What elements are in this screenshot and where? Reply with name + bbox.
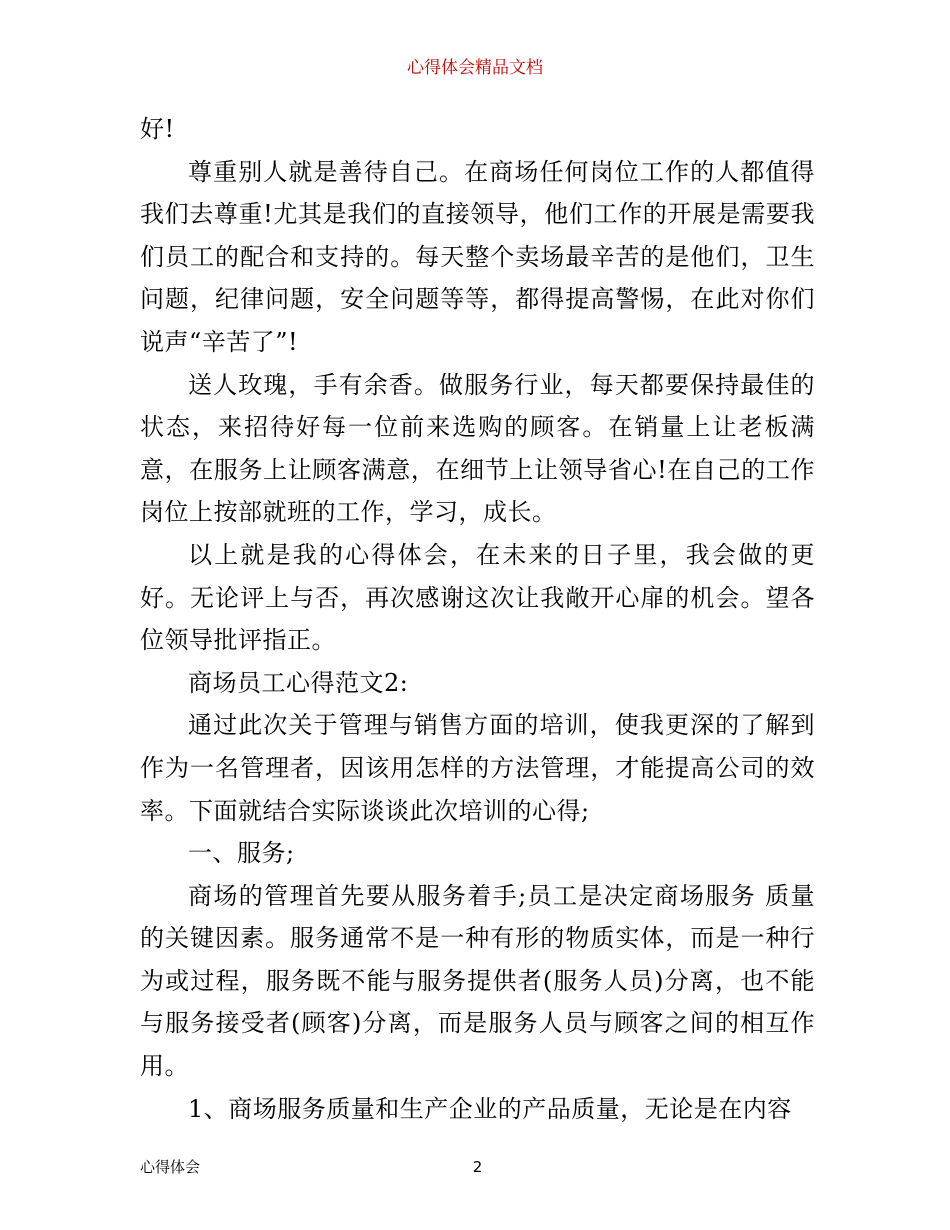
document-body [140, 108, 815, 1130]
paragraph: 1、商场服务质量和生产企业的产品质量，无论是在内容 [188, 1094, 792, 1123]
paragraph: 通过此次关于管理与销售方面的培训，使我更深的了解到作为一名管理者，因该用怎样的方法管理，才能提高公司的效率。下面就结合实际谈谈此次培训的心得; [140, 711, 815, 825]
page-header [0, 56, 950, 80]
paragraph: 以上就是我的心得体会，在未来的日子里，我会做的更好。无论评上与否，再次感谢这次让我敞开心扉的机会。望各位领导批评指正。 [140, 540, 815, 655]
section-heading: 商场员工心得范文2: [188, 668, 409, 697]
page-number: 2 [472, 1158, 483, 1176]
paragraph: 好! [140, 115, 175, 143]
paragraph: 送人玫瑰，手有余香。做服务行业，每天都要保持最佳的状态，来招待好每一位前来选购的顾客。在销量上让老板满意，在服务上让顾客满意，在细节上让领导省心!在自己的工作岗位上按部就班的工作，学习，成长。 [140, 370, 815, 527]
section-heading: 一、服务; [188, 839, 295, 868]
paragraph: 商场的管理首先要从服务着手;员工是决定商场服务 质量的关键因素。服务通常不是一种有形的物质实体，而是一种行为或过程，服务既不能与服务提供者(服务人员)分离，也不能与服务接受者(顾客)分离，而是服务人员与顾客之间的相互作用。 [140, 881, 815, 1081]
footer-label: 心得体会 [140, 1158, 201, 1176]
header-title: 心得体会精品文档 [407, 58, 543, 78]
page-footer [140, 1156, 815, 1178]
paragraph: 尊重别人就是善待自己。在商场任何岗位工作的人都值得我们去尊重!尤其是我们的直接领导，他们工作的开展是需要我们员工的配合和支持的。每天整个卖场最辛苦的是他们，卫生问题，纪律问题，安全问题等等，都得提高警惕，在此对你们说声“辛苦了”! [140, 157, 815, 356]
